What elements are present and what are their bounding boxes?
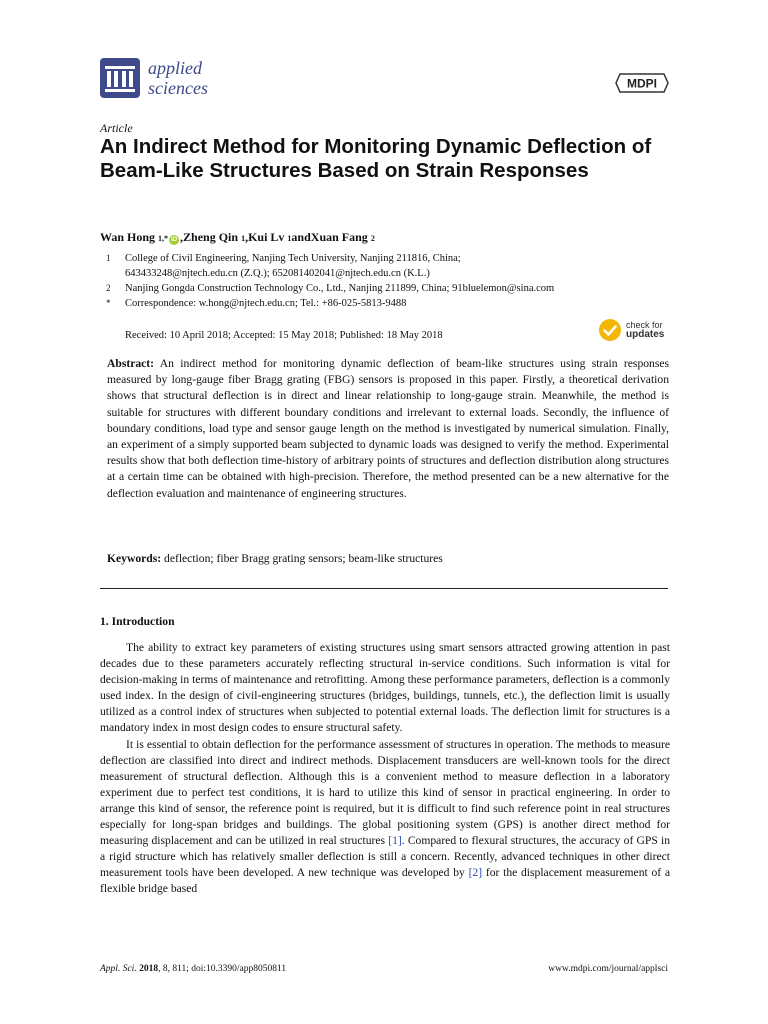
mdpi-logo-icon — [614, 68, 670, 98]
author-name: Wan Hong — [100, 230, 156, 244]
affiliation-list — [0, 251, 768, 315]
check-for-updates-icon — [598, 318, 622, 342]
section-heading: 1. Introduction — [100, 615, 175, 628]
paragraph: The ability to extract key parameters of existing structures using smart sensors attracted growing attention in past decades due to these parameters accurately reflecting structural in-service conditions. Such information is vital for decision-making in terms of maintenance and retrofitting. Among these performance parameters, deflection is a commonly used index. In the design of civil-engineering structures (bridges, buildings, tunnels, etc.), the deflection limit is usually utilized as a control index of structures when subjected to potential external loads. The deflection limit for structures is a mandatory index in most design codes to ensure structural safety. — [100, 641, 670, 735]
footer-url[interactable]: www.mdpi.com/journal/applsci — [548, 964, 668, 974]
affiliation-text: 643433248@njtech.edu.cn (Z.Q.); 652081402041@njtech.edu.cn (K.L.) — [125, 268, 430, 279]
section-divider — [100, 588, 668, 589]
publication-dates: Received: 10 April 2018; Accepted: 15 May 2018; Published: 18 May 2018 — [125, 330, 443, 341]
affiliation-mark: 2 — [106, 283, 111, 293]
abstract-text: An indirect method for monitoring dynamic deflection of beam-like structures using strain responses measured by long-gauge fiber Bragg grating (FBG) sensors is proposed in this paper. Firstly, a theoretical derivation shows that structural deflection is in direct and linear relationship to long-gauge strain. Meanwhile, the method is suitable for structures with different boundary conditions and irrelevant to external loads. Secondly, the influence of boundary conditions, load type and sensor gauge length on the method is investigated by numerical simulation. Finally, an experiment of a simply supported beam subjected to dynamic loads was designed to verify the method. Experimental results show that both deflection time-history of arbitrary points of structures and deflection distribution along structures at a certain time can be obtained with high-precision. Therefore, the method presented can be a new alternative for the deflection evaluation and maintenance of engineering structures. — [107, 357, 670, 500]
journal-name-line2: sciences — [148, 78, 208, 98]
author-separator: , — [245, 230, 249, 244]
orcid-icon[interactable]: iD — [171, 237, 178, 243]
footer-citation-rest: , 8, 811; doi:10.3390/app8050811 — [158, 964, 287, 974]
author-name: Kui Lv — [248, 230, 285, 244]
check-for-updates-line1: check for — [626, 320, 663, 330]
journal-name — [148, 58, 208, 98]
paragraph-text: for the displacement measurement of a flexible bridge based — [100, 866, 670, 896]
check-for-updates-badge[interactable] — [598, 318, 664, 342]
author-separator: , — [180, 230, 184, 244]
author-affiliation-mark: 1 — [241, 234, 246, 243]
keywords-label: Keywords: — [107, 552, 162, 565]
affiliation-item — [0, 296, 768, 311]
author-list — [100, 230, 375, 245]
paragraph — [100, 737, 670, 898]
affiliation-item — [0, 251, 768, 266]
check-for-updates-line2: updates — [626, 329, 665, 340]
keywords — [107, 552, 443, 565]
author-affiliation-mark: 1,* — [158, 234, 169, 243]
affiliation-item — [0, 266, 768, 281]
citation-link[interactable]: [2] — [468, 866, 483, 880]
author-name: Zheng Qin — [183, 230, 239, 244]
author-affiliation-mark: 2 — [370, 234, 375, 243]
footer-citation — [100, 964, 286, 974]
journal-logo — [100, 58, 208, 98]
footer-journal-abbr: Appl. Sci. — [100, 964, 137, 974]
paragraph-text: . Compared to flexural structures, the accuracy of GPS in a rigid structure which has relatively smaller deflection is still a concern. Recently, advanced techniques in other direct measurement tools have been developed. A new technique was developed by — [100, 834, 670, 880]
author-separator: and — [291, 230, 311, 244]
affiliation-text: Correspondence: w.hong@njtech.edu.cn; Tel.: +86-025-5813-9488 — [125, 298, 407, 309]
affiliation-text: College of Civil Engineering, Nanjing Tech University, Nanjing 211816, China; — [125, 253, 461, 264]
footer-year: 2018 — [139, 964, 159, 974]
journal-emblem-icon — [100, 58, 140, 98]
check-for-updates-label — [626, 320, 664, 340]
paper-title: An Indirect Method for Monitoring Dynamic Deflection of Beam-Like Structures Based on Strain Responses — [100, 135, 652, 182]
mdpi-logo — [614, 68, 670, 102]
affiliation-item — [0, 281, 768, 296]
paragraph-text: It is essential to obtain deflection for the performance assessment of structures in operation. The methods to measure deflection are classified into direct and indirect methods. Displacement transducers are well-known tools for the direct measurement of structural deflection. Although this is a convenient method to measure deflection in a laboratory experiment due to perfect test conditions, it is hard to utilize this kind of sensor in practical engineering. In order to arrange this kind of sensor, the reference point is required, but it is difficult to find such reference point in real structures especially for long-span bridges and buildings. The global positioning system (GPS) is another direct method for measuring displacement and can be utilized in real structures — [100, 737, 670, 848]
keywords-text: deflection; fiber Bragg grating sensors; beam-like structures — [164, 552, 443, 565]
citation-link[interactable]: [1] — [388, 834, 402, 848]
affiliation-mark: * — [106, 298, 111, 308]
mdpi-logo-text: MDPI — [627, 76, 657, 91]
abstract — [107, 356, 669, 502]
affiliation-text: Nanjing Gongda Construction Technology Co., Ltd., Nanjing 211899, China; 91bluelemon@sina.com — [125, 283, 555, 294]
affiliation-mark: 1 — [106, 253, 111, 263]
journal-name-line1: applied — [148, 58, 202, 78]
abstract-label: Abstract: — [107, 357, 155, 370]
author-name: Xuan Fang — [310, 230, 368, 244]
article-type: Article — [100, 121, 133, 135]
author-affiliation-mark: 1 — [287, 234, 292, 243]
body-text — [100, 640, 670, 898]
